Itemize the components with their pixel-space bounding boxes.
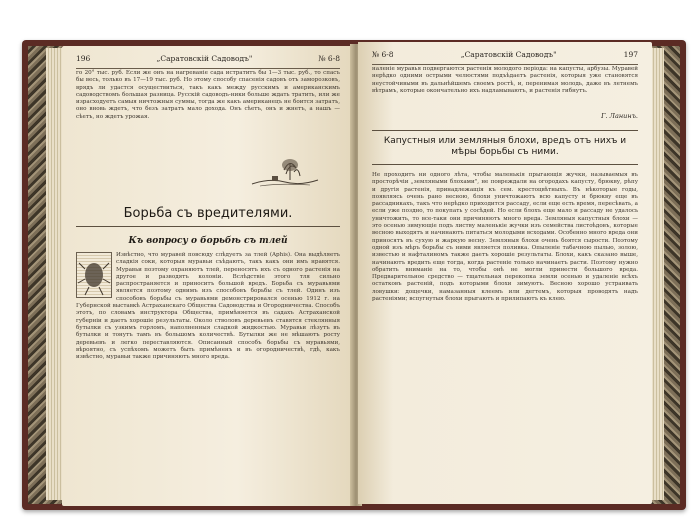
right-page-number: 197 [623,50,638,59]
right-title-rule-top [372,130,638,131]
right-body-text: Не проходитъ ни одного лѣта, чтобы маленькія прыгающія жучки, называемыя въ просторѣчіи „земляными блохами", не повреждали на огородахъ капусту, брюкву, рѣпу и другія растенія, принадлежащія къ сем. крестоцвѣтныхъ. Въ нѣкоторые годы, появляясь очень рано весною, блохи уничтожаютъ всю капусту и брюкву еще въ рассадникахъ, такъ что нерѣдко приходится рассаду, если еще есть время, пересѣвать, а если уже поздно, то покупать у сосѣдей. Но если блохъ еще мало и рассаду не удалось уничтожить, то все-таки они причиняютъ много вреда. Земляныя капустныя блохи — это осенью зимующіе подъ листву маленькіе жучки изъ семейства листоѣдовъ, которые весною выходятъ и начинаютъ питаться молодыми всходами. Особенно много вреда они приносятъ въ сухую и жаркую весну. Земляныя блохи очень боятся сырости. Поэтому одной изъ мѣръ борьбы съ ними является поливка. Опыленіе табачною пылью, золою, известью и нафталиномъ также даетъ хорошіе результаты. Блохи, какъ сказано выше, начинаютъ вредить еще тогда, когда растеніе только начинаетъ расти. Поэтому нужно обратить вниманіе на то, чтобы онѣ не могли принести большого вреда. Предварительное средство — тщательная перекопка земли осенью и удаленіе всѣхъ остатковъ растеній, подъ которыми блохи зимуютъ. Весною хорошо устраивать ловушки: дощечки, намазанныя клеемъ или дегтемъ, которыя проводятъ надъ растеніями; вспугнутыя блохи прыгаютъ и прилипаютъ къ клею. [372,172,638,303]
right-page [358,42,652,504]
left-body-text: Извѣстно, что муравей повсюду слѣдуетъ за тлей (Aphis). Она выдѣляетъ сладкія соки, которыя муравьи съѣдаютъ, такъ какъ они имъ нравятся. Муравьи поэтому охраняютъ тлей, переносятъ ихъ съ одного растенія на другое и разводятъ колоніи. Вслѣдствіе этого тля сильно распространяется и приноситъ большой вредъ. Борьба съ муравьями является поэтому однимъ изъ способовъ борьбы съ тлей. Одинъ изъ способовъ борьбы съ муравьями демонстрировался осенью 1912 г. на Губернской выставкѣ Астраханскаго Общества Садоводства и Огородничества. Способъ этотъ, по словамъ инструктора Общества, примѣняется въ садахъ Астраханской губерніи и даетъ хорошіе результаты. Около стволовъ деревьевъ ставятся стеклянныя бутылки съ узкимъ горломъ, наполненныя сладкой жидкостью. Муравьи лѣзутъ въ бутылки и тонутъ тамъ въ большомъ количествѣ. Бутылки же не мѣшаютъ росту деревьевъ и легко переставляются. Описанный способъ борьбы съ муравьями, вѣроятно, съ успѣхомъ можетъ быть примѣненъ и въ огородничествѣ, гдѣ, какъ извѣстно, муравьи также причиняютъ много вреда. [76,252,340,361]
right-page-header [372,50,638,65]
right-article-title: Капустныя или земляныя блохи, вредъ отъ нихъ и мѣры борьбы съ ними. [383,136,627,157]
left-body-text-wrap [76,252,340,500]
left-page [62,46,354,506]
landscape-vignette-illustration [250,156,320,190]
right-title-rule-bottom [372,164,638,165]
left-subtitle: Къ вопросу о борьбѣ съ тлей [128,236,288,246]
right-intro-text: наленіе муравья подвергаются растенія молодого періода: на капусты, арбузы. Муравей нерѣдко одними острыми челюстями подъѣдаетъ растенія, которыя уже становятся неустойчивыми въ дальнѣйшемъ своемъ ростѣ, и, перенимая молодь, даже въ летнемъ вѣтрамъ, которые окончательно ихъ надламываютъ, и растенія гибнутъ. [372,66,638,94]
left-main-title: Борьба съ вредителями. [123,206,293,221]
author-signature: Г. Ланинъ. [601,112,638,120]
illustration-float-spacer [76,252,116,298]
left-page-header [76,54,340,69]
left-intro-text: го 20° тыс. руб. Если же онъ на нагреванiе сада истратитъ бы 1—3 тыс. руб., то спасъ бы весь, только въ 17—19 тыс. руб. Но этому способу спасенія садовъ отъ заморозковъ, врядъ ли удастся осуществиться, такъ какъ между русскимъ и американскимъ садоводствомъ большая разница. Русскій садоводъ-ники больше ждать тратить, или же израсходуетъ самыя ничтожныя суммы, тогда же какъ американецъ не боится затратъ, оно вновь ждетъ, что безъ затратъ мало дохода. Онъ сѣетъ, онъ и жнетъ, а нашъ — сѣетъ, но ждетъ урожая. [76,70,340,120]
open-book [22,18,686,513]
left-title-rule [76,226,340,227]
right-running-title: „Саратовскій Садоводъ" [460,50,557,59]
right-issue-number: № 6-8 [372,50,394,59]
left-issue-number: № 6-8 [318,54,340,63]
left-running-title: „Саратовскій Садоводъ" [156,54,253,63]
left-page-number: 196 [76,54,91,63]
